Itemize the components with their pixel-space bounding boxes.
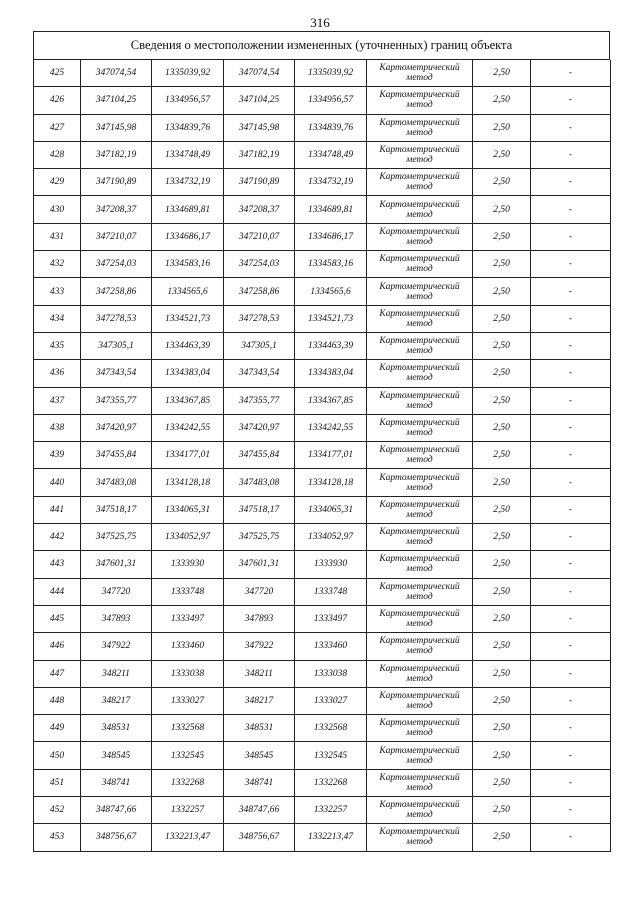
x-existing-cell: 347145,98 — [81, 114, 152, 141]
x-refined-cell: 347305,1 — [224, 332, 295, 359]
accuracy-cell: 2,50 — [473, 496, 531, 523]
table-body — [34, 60, 611, 851]
x-refined-cell: 347258,86 — [224, 278, 295, 305]
accuracy-cell: 2,50 — [473, 60, 531, 87]
point-number-cell: 433 — [34, 278, 81, 305]
method-cell: Картометрический метод — [367, 715, 473, 742]
x-refined-cell: 347104,25 — [224, 87, 295, 114]
method-cell: Картометрический метод — [367, 687, 473, 714]
coordinates-table — [33, 60, 611, 852]
x-existing-cell: 348747,66 — [81, 797, 152, 824]
point-number-cell: 451 — [34, 769, 81, 796]
y-existing-cell: 1334956,57 — [152, 87, 224, 114]
y-existing-cell: 1334463,39 — [152, 332, 224, 359]
method-cell: Картометрический метод — [367, 60, 473, 87]
table-row — [34, 797, 611, 824]
point-number-cell: 444 — [34, 578, 81, 605]
point-number-cell: 438 — [34, 414, 81, 441]
y-refined-cell: 1333930 — [295, 551, 367, 578]
accuracy-cell: 2,50 — [473, 196, 531, 223]
point-number-cell: 432 — [34, 251, 81, 278]
accuracy-cell: 2,50 — [473, 442, 531, 469]
table-row — [34, 633, 611, 660]
x-refined-cell: 347720 — [224, 578, 295, 605]
table-row — [34, 332, 611, 359]
x-refined-cell: 347893 — [224, 605, 295, 632]
y-refined-cell: 1334748,49 — [295, 141, 367, 168]
point-number-cell: 426 — [34, 87, 81, 114]
table-row — [34, 387, 611, 414]
x-refined-cell: 347074,54 — [224, 60, 295, 87]
x-refined-cell: 347455,84 — [224, 442, 295, 469]
y-existing-cell: 1334383,04 — [152, 360, 224, 387]
accuracy-cell: 2,50 — [473, 414, 531, 441]
y-refined-cell: 1332268 — [295, 769, 367, 796]
note-cell: - — [531, 414, 611, 441]
table-row — [34, 278, 611, 305]
note-cell: - — [531, 824, 611, 851]
method-cell: Картометрический метод — [367, 496, 473, 523]
note-cell: - — [531, 305, 611, 332]
method-cell: Картометрический метод — [367, 251, 473, 278]
x-existing-cell: 348211 — [81, 660, 152, 687]
method-cell: Картометрический метод — [367, 387, 473, 414]
x-existing-cell: 347525,75 — [81, 524, 152, 551]
method-cell: Картометрический метод — [367, 469, 473, 496]
table-row — [34, 360, 611, 387]
accuracy-cell: 2,50 — [473, 715, 531, 742]
y-refined-cell: 1333038 — [295, 660, 367, 687]
table-row — [34, 223, 611, 250]
table-row — [34, 605, 611, 632]
note-cell: - — [531, 496, 611, 523]
point-number-cell: 429 — [34, 169, 81, 196]
point-number-cell: 447 — [34, 660, 81, 687]
method-cell: Картометрический метод — [367, 797, 473, 824]
x-existing-cell: 348531 — [81, 715, 152, 742]
x-refined-cell: 347922 — [224, 633, 295, 660]
accuracy-cell: 2,50 — [473, 797, 531, 824]
point-number-cell: 452 — [34, 797, 81, 824]
note-cell: - — [531, 469, 611, 496]
accuracy-cell: 2,50 — [473, 141, 531, 168]
x-existing-cell: 347601,31 — [81, 551, 152, 578]
method-cell: Картометрический метод — [367, 223, 473, 250]
y-refined-cell: 1333497 — [295, 605, 367, 632]
y-refined-cell: 1332257 — [295, 797, 367, 824]
accuracy-cell: 2,50 — [473, 605, 531, 632]
method-cell: Картометрический метод — [367, 633, 473, 660]
y-refined-cell: 1332213,47 — [295, 824, 367, 851]
note-cell: - — [531, 278, 611, 305]
y-existing-cell: 1333930 — [152, 551, 224, 578]
accuracy-cell: 2,50 — [473, 223, 531, 250]
y-existing-cell: 1334052,97 — [152, 524, 224, 551]
y-refined-cell: 1334956,57 — [295, 87, 367, 114]
y-refined-cell: 1334383,04 — [295, 360, 367, 387]
point-number-cell: 437 — [34, 387, 81, 414]
table-row — [34, 251, 611, 278]
table-row — [34, 196, 611, 223]
note-cell: - — [531, 114, 611, 141]
method-cell: Картометрический метод — [367, 114, 473, 141]
point-number-cell: 431 — [34, 223, 81, 250]
x-existing-cell: 347258,86 — [81, 278, 152, 305]
note-cell: - — [531, 332, 611, 359]
table-row — [34, 496, 611, 523]
method-cell: Картометрический метод — [367, 332, 473, 359]
x-refined-cell: 347208,37 — [224, 196, 295, 223]
accuracy-cell: 2,50 — [473, 387, 531, 414]
boundary-table-container — [33, 31, 610, 852]
method-cell: Картометрический метод — [367, 278, 473, 305]
table-row — [34, 442, 611, 469]
x-existing-cell: 347208,37 — [81, 196, 152, 223]
accuracy-cell: 2,50 — [473, 278, 531, 305]
y-refined-cell: 1334052,97 — [295, 524, 367, 551]
x-refined-cell: 347145,98 — [224, 114, 295, 141]
note-cell: - — [531, 769, 611, 796]
accuracy-cell: 2,50 — [473, 332, 531, 359]
method-cell: Картометрический метод — [367, 578, 473, 605]
x-existing-cell: 347455,84 — [81, 442, 152, 469]
x-existing-cell: 348741 — [81, 769, 152, 796]
y-refined-cell: 1333748 — [295, 578, 367, 605]
y-refined-cell: 1334521,73 — [295, 305, 367, 332]
x-refined-cell: 348756,67 — [224, 824, 295, 851]
x-existing-cell: 348217 — [81, 687, 152, 714]
y-refined-cell: 1332545 — [295, 742, 367, 769]
x-existing-cell: 347518,17 — [81, 496, 152, 523]
x-refined-cell: 347182,19 — [224, 141, 295, 168]
table-row — [34, 687, 611, 714]
accuracy-cell: 2,50 — [473, 114, 531, 141]
note-cell: - — [531, 251, 611, 278]
x-existing-cell: 347074,54 — [81, 60, 152, 87]
table-row — [34, 742, 611, 769]
y-existing-cell: 1333027 — [152, 687, 224, 714]
y-existing-cell: 1334565,6 — [152, 278, 224, 305]
y-existing-cell: 1334177,01 — [152, 442, 224, 469]
y-refined-cell: 1334177,01 — [295, 442, 367, 469]
x-refined-cell: 347343,54 — [224, 360, 295, 387]
y-refined-cell: 1334839,76 — [295, 114, 367, 141]
note-cell: - — [531, 578, 611, 605]
method-cell: Картометрический метод — [367, 769, 473, 796]
accuracy-cell: 2,50 — [473, 305, 531, 332]
point-number-cell: 448 — [34, 687, 81, 714]
method-cell: Картометрический метод — [367, 524, 473, 551]
table-row — [34, 114, 611, 141]
point-number-cell: 450 — [34, 742, 81, 769]
x-existing-cell: 347720 — [81, 578, 152, 605]
x-existing-cell: 347483,08 — [81, 469, 152, 496]
y-refined-cell: 1334583,16 — [295, 251, 367, 278]
x-refined-cell: 347355,77 — [224, 387, 295, 414]
point-number-cell: 427 — [34, 114, 81, 141]
note-cell: - — [531, 141, 611, 168]
table-row — [34, 414, 611, 441]
x-existing-cell: 347343,54 — [81, 360, 152, 387]
y-existing-cell: 1334583,16 — [152, 251, 224, 278]
method-cell: Картометрический метод — [367, 196, 473, 223]
y-existing-cell: 1334839,76 — [152, 114, 224, 141]
point-number-cell: 449 — [34, 715, 81, 742]
y-existing-cell: 1333460 — [152, 633, 224, 660]
y-existing-cell: 1332568 — [152, 715, 224, 742]
x-existing-cell: 347278,53 — [81, 305, 152, 332]
y-existing-cell: 1332213,47 — [152, 824, 224, 851]
y-existing-cell: 1334128,18 — [152, 469, 224, 496]
x-refined-cell: 348531 — [224, 715, 295, 742]
x-existing-cell: 347254,03 — [81, 251, 152, 278]
method-cell: Картометрический метод — [367, 305, 473, 332]
x-existing-cell: 347893 — [81, 605, 152, 632]
method-cell: Картометрический метод — [367, 660, 473, 687]
accuracy-cell: 2,50 — [473, 469, 531, 496]
point-number-cell: 425 — [34, 60, 81, 87]
note-cell: - — [531, 551, 611, 578]
y-refined-cell: 1334367,85 — [295, 387, 367, 414]
y-refined-cell: 1334128,18 — [295, 469, 367, 496]
x-existing-cell: 347305,1 — [81, 332, 152, 359]
accuracy-cell: 2,50 — [473, 524, 531, 551]
note-cell: - — [531, 223, 611, 250]
note-cell: - — [531, 715, 611, 742]
y-refined-cell: 1334242,55 — [295, 414, 367, 441]
point-number-cell: 435 — [34, 332, 81, 359]
y-refined-cell: 1333460 — [295, 633, 367, 660]
point-number-cell: 428 — [34, 141, 81, 168]
x-refined-cell: 347278,53 — [224, 305, 295, 332]
page-number: 316 — [310, 15, 330, 30]
accuracy-cell: 2,50 — [473, 578, 531, 605]
note-cell: - — [531, 605, 611, 632]
accuracy-cell: 2,50 — [473, 360, 531, 387]
x-refined-cell: 347483,08 — [224, 469, 295, 496]
table-row — [34, 524, 611, 551]
table-row — [34, 660, 611, 687]
y-refined-cell: 1335039,92 — [295, 60, 367, 87]
table-row — [34, 305, 611, 332]
accuracy-cell: 2,50 — [473, 551, 531, 578]
note-cell: - — [531, 797, 611, 824]
x-refined-cell: 348211 — [224, 660, 295, 687]
accuracy-cell: 2,50 — [473, 742, 531, 769]
table-row — [34, 469, 611, 496]
y-refined-cell: 1334686,17 — [295, 223, 367, 250]
note-cell: - — [531, 687, 611, 714]
method-cell: Картометрический метод — [367, 742, 473, 769]
accuracy-cell: 2,50 — [473, 769, 531, 796]
method-cell: Картометрический метод — [367, 169, 473, 196]
y-existing-cell: 1335039,92 — [152, 60, 224, 87]
table-row — [34, 169, 611, 196]
point-number-cell: 442 — [34, 524, 81, 551]
point-number-cell: 439 — [34, 442, 81, 469]
x-existing-cell: 347355,77 — [81, 387, 152, 414]
y-refined-cell: 1334689,81 — [295, 196, 367, 223]
point-number-cell: 446 — [34, 633, 81, 660]
accuracy-cell: 2,50 — [473, 251, 531, 278]
table-row — [34, 87, 611, 114]
table-row — [34, 769, 611, 796]
x-refined-cell: 347525,75 — [224, 524, 295, 551]
table-row — [34, 141, 611, 168]
point-number-cell: 436 — [34, 360, 81, 387]
x-existing-cell: 347104,25 — [81, 87, 152, 114]
method-cell: Картометрический метод — [367, 551, 473, 578]
x-refined-cell: 347254,03 — [224, 251, 295, 278]
y-existing-cell: 1333497 — [152, 605, 224, 632]
y-existing-cell: 1334686,17 — [152, 223, 224, 250]
y-existing-cell: 1334732,19 — [152, 169, 224, 196]
point-number-cell: 445 — [34, 605, 81, 632]
table-row — [34, 824, 611, 851]
accuracy-cell: 2,50 — [473, 687, 531, 714]
note-cell: - — [531, 169, 611, 196]
table-title: Сведения о местоположении измененных (уточненных) границ объекта — [33, 31, 610, 60]
method-cell: Картометрический метод — [367, 442, 473, 469]
table-row — [34, 551, 611, 578]
y-existing-cell: 1332268 — [152, 769, 224, 796]
x-existing-cell: 348545 — [81, 742, 152, 769]
y-existing-cell: 1334748,49 — [152, 141, 224, 168]
x-refined-cell: 348747,66 — [224, 797, 295, 824]
x-existing-cell: 347420,97 — [81, 414, 152, 441]
method-cell: Картометрический метод — [367, 414, 473, 441]
point-number-cell: 441 — [34, 496, 81, 523]
note-cell: - — [531, 196, 611, 223]
method-cell: Картометрический метод — [367, 360, 473, 387]
y-refined-cell: 1333027 — [295, 687, 367, 714]
y-existing-cell: 1333038 — [152, 660, 224, 687]
note-cell: - — [531, 660, 611, 687]
method-cell: Картометрический метод — [367, 605, 473, 632]
y-existing-cell: 1334065,31 — [152, 496, 224, 523]
x-refined-cell: 347601,31 — [224, 551, 295, 578]
note-cell: - — [531, 387, 611, 414]
accuracy-cell: 2,50 — [473, 169, 531, 196]
method-cell: Картометрический метод — [367, 87, 473, 114]
table-row — [34, 578, 611, 605]
y-refined-cell: 1334565,6 — [295, 278, 367, 305]
x-refined-cell: 347210,07 — [224, 223, 295, 250]
accuracy-cell: 2,50 — [473, 633, 531, 660]
note-cell: - — [531, 742, 611, 769]
y-existing-cell: 1334367,85 — [152, 387, 224, 414]
y-refined-cell: 1334732,19 — [295, 169, 367, 196]
y-existing-cell: 1332545 — [152, 742, 224, 769]
x-existing-cell: 347190,89 — [81, 169, 152, 196]
note-cell: - — [531, 60, 611, 87]
accuracy-cell: 2,50 — [473, 824, 531, 851]
note-cell: - — [531, 442, 611, 469]
y-existing-cell: 1332257 — [152, 797, 224, 824]
y-refined-cell: 1334065,31 — [295, 496, 367, 523]
method-cell: Картометрический метод — [367, 824, 473, 851]
point-number-cell: 430 — [34, 196, 81, 223]
x-existing-cell: 347922 — [81, 633, 152, 660]
note-cell: - — [531, 360, 611, 387]
note-cell: - — [531, 633, 611, 660]
table-row — [34, 60, 611, 87]
y-existing-cell: 1333748 — [152, 578, 224, 605]
point-number-cell: 453 — [34, 824, 81, 851]
x-existing-cell: 348756,67 — [81, 824, 152, 851]
accuracy-cell: 2,50 — [473, 87, 531, 114]
x-refined-cell: 348217 — [224, 687, 295, 714]
x-refined-cell: 347190,89 — [224, 169, 295, 196]
x-existing-cell: 347210,07 — [81, 223, 152, 250]
note-cell: - — [531, 87, 611, 114]
x-refined-cell: 348545 — [224, 742, 295, 769]
point-number-cell: 434 — [34, 305, 81, 332]
y-refined-cell: 1332568 — [295, 715, 367, 742]
y-existing-cell: 1334689,81 — [152, 196, 224, 223]
point-number-cell: 443 — [34, 551, 81, 578]
x-existing-cell: 347182,19 — [81, 141, 152, 168]
point-number-cell: 440 — [34, 469, 81, 496]
x-refined-cell: 347420,97 — [224, 414, 295, 441]
table-row — [34, 715, 611, 742]
y-refined-cell: 1334463,39 — [295, 332, 367, 359]
accuracy-cell: 2,50 — [473, 660, 531, 687]
method-cell: Картометрический метод — [367, 141, 473, 168]
note-cell: - — [531, 524, 611, 551]
x-refined-cell: 348741 — [224, 769, 295, 796]
y-existing-cell: 1334521,73 — [152, 305, 224, 332]
y-existing-cell: 1334242,55 — [152, 414, 224, 441]
x-refined-cell: 347518,17 — [224, 496, 295, 523]
